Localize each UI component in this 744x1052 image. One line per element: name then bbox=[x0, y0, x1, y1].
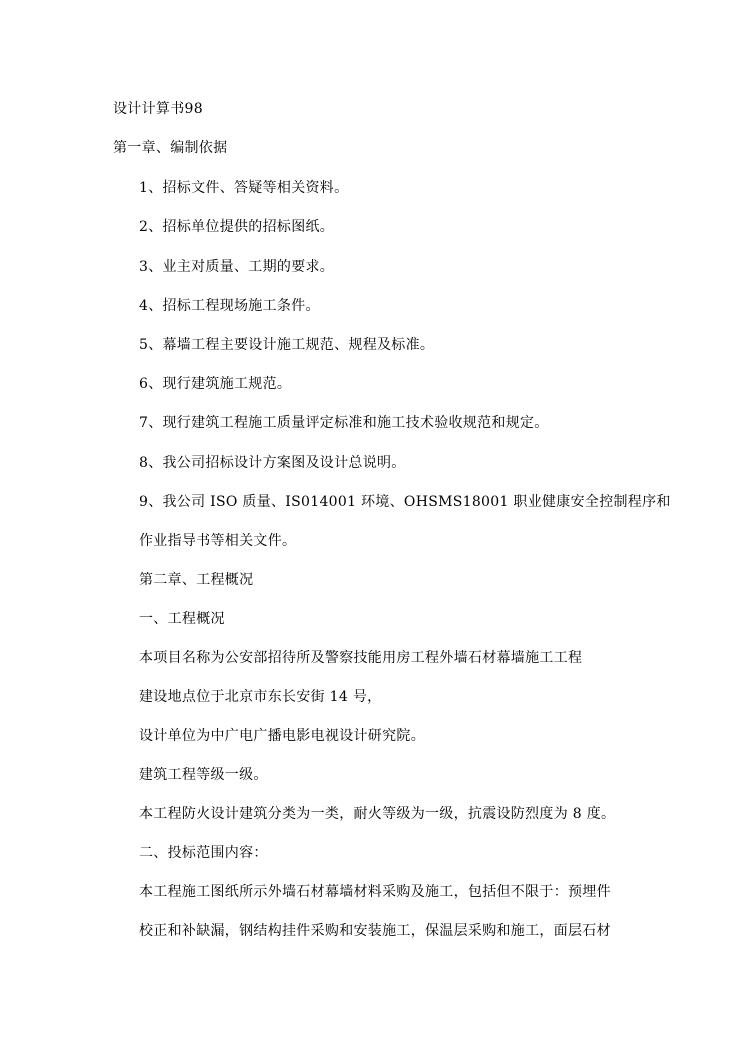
section-1-heading: 一、工程概况 bbox=[139, 611, 225, 627]
basis-item-3: 3、业主对质量、工期的要求。 bbox=[139, 259, 335, 275]
basis-item-9-continued: 作业指导书等相关文件。 bbox=[139, 533, 297, 549]
overview-line-5: 本工程防火设计建筑分类为一类，耐火等级为一级，抗震设防烈度为 8 度。 bbox=[139, 806, 616, 822]
scope-line-1: 本工程施工图纸所示外墙石材幕墙材料采购及施工，包括但不限于：预埋件 bbox=[139, 884, 611, 900]
chapter-1-heading: 第一章、编制依据 bbox=[113, 140, 228, 156]
basis-item-7: 7、现行建筑工程施工质量评定标准和施工技术验收规范和规定。 bbox=[139, 415, 549, 431]
overview-line-2: 建设地点位于北京市东长安街 14 号， bbox=[139, 689, 382, 705]
basis-item-1: 1、招标文件、答疑等相关资料。 bbox=[139, 180, 349, 196]
scope-line-2: 校正和补缺漏，钢结构挂件采购和安装施工，保温层采购和施工，面层石材 bbox=[139, 923, 611, 939]
overview-line-1: 本项目名称为公安部招待所及警察技能用房工程外墙石材幕墙施工工程 bbox=[139, 650, 583, 666]
basis-item-2: 2、招标单位提供的招标图纸。 bbox=[139, 219, 335, 235]
basis-item-5: 5、幕墙工程主要设计施工规范、规程及标准。 bbox=[139, 337, 435, 353]
document-title: 设计计算书98 bbox=[113, 101, 203, 117]
section-2-heading: 二、投标范围内容： bbox=[139, 845, 268, 861]
overview-line-3: 设计单位为中广电广播电影电视设计研究院。 bbox=[139, 728, 425, 744]
overview-line-4: 建筑工程等级一级。 bbox=[139, 767, 268, 783]
basis-item-8: 8、我公司招标设计方案图及设计总说明。 bbox=[139, 455, 406, 471]
chapter-2-heading: 第二章、工程概况 bbox=[139, 572, 254, 588]
basis-item-6: 6、现行建筑施工规范。 bbox=[139, 376, 292, 392]
basis-item-4: 4、招标工程现场施工条件。 bbox=[139, 298, 320, 314]
basis-item-9: 9、我公司 ISO 质量、IS014001 环境、OHSMS18001 职业健康安全控制程序和 bbox=[139, 494, 671, 510]
